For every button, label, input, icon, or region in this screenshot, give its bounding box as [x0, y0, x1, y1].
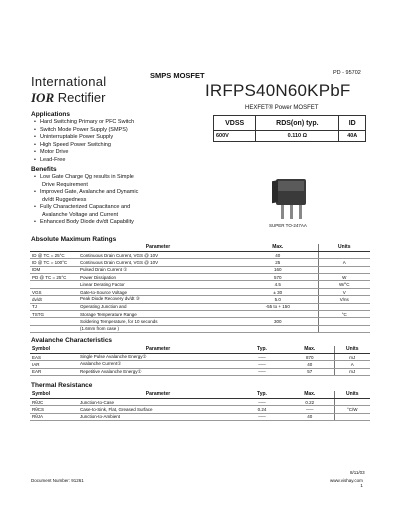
- table-row: [30, 251, 370, 258]
- table-row: [30, 406, 370, 413]
- table-cell: –––: [238, 398, 286, 405]
- footer-site-text: www.vishay.com: [330, 478, 363, 483]
- company-name-line1: International: [31, 74, 107, 89]
- table-cell: [238, 311, 318, 318]
- list-item: • Low Gate Charge Qg results in Simple: [34, 174, 138, 182]
- table-cell: mJ: [334, 368, 370, 375]
- applications-list: [34, 119, 134, 164]
- device-subtitle: HEXFET® Power MOSFET: [245, 105, 319, 111]
- table-row: [30, 266, 370, 273]
- table-header: Symbol: [30, 346, 78, 353]
- table-cell: Operating Junction and: [78, 303, 238, 310]
- table-header: Units: [318, 244, 370, 251]
- table-header: Typ.: [238, 346, 286, 353]
- table-cell: –––: [238, 361, 286, 368]
- table-row: [30, 259, 370, 266]
- key-spec-table: [213, 115, 366, 142]
- table-cell: –––: [238, 353, 286, 360]
- ior-logo-mark: IOR: [31, 90, 55, 105]
- company-name-line2: Rectifier: [57, 90, 106, 105]
- key-header-vdss: VDSS: [214, 116, 256, 131]
- table-header: Units: [334, 346, 370, 353]
- table-cell: [318, 303, 370, 310]
- table-header: Max.: [286, 391, 334, 398]
- table-cell: [318, 266, 370, 273]
- table-header: [30, 244, 78, 251]
- to-274aa-package-icon: [262, 173, 320, 221]
- table-header: Typ.: [238, 391, 286, 398]
- table-cell: (1.6mm from case ): [78, 325, 238, 332]
- table-cell: Repetitive Avalanche Energy①: [78, 368, 238, 375]
- table-cell: V/ns: [318, 296, 370, 303]
- table-cell: Continuous Drain Current, VGS @ 10V: [78, 251, 238, 258]
- table-cell: –––: [238, 413, 286, 420]
- table-row: [30, 353, 370, 360]
- table-cell: [30, 281, 78, 288]
- table-row: [30, 361, 370, 368]
- key-value-rdson: 0.110 Ω: [256, 131, 339, 142]
- table-cell: IAR: [30, 361, 78, 368]
- benefits-list: [34, 174, 138, 227]
- table-cell: TSTG: [30, 311, 78, 318]
- list-item: • Motor Drive: [34, 149, 134, 157]
- table-cell: Continuous Drain Current, VGS @ 10V: [78, 259, 238, 266]
- table-cell: Power Dissipation: [78, 274, 238, 281]
- table-cell: 25: [238, 259, 318, 266]
- table-cell: ID @ TC = 100°C: [30, 259, 78, 266]
- table-header: Max.: [238, 244, 318, 251]
- table-cell: Case-to-Sink, Flat, Greased Surface: [78, 406, 238, 413]
- table-cell: [318, 251, 370, 258]
- table-cell: 4.5: [238, 281, 318, 288]
- thermal-title: Thermal Resistance: [31, 382, 93, 389]
- table-cell: Gate-to-Source Voltage: [78, 288, 238, 295]
- table-row: [30, 311, 370, 318]
- table-cell: 57: [286, 368, 334, 375]
- table-cell: °C: [318, 311, 370, 318]
- table-cell: Junction-to-Ambient: [78, 413, 238, 420]
- table-cell: [334, 398, 370, 405]
- table-row: [30, 325, 370, 332]
- list-item: • Uninterruptable Power Supply: [34, 134, 134, 142]
- table-header: Units: [334, 391, 370, 398]
- table-cell: mJ: [334, 353, 370, 360]
- avalanche-title: Avalanche Characteristics: [31, 337, 113, 344]
- table-cell: 160: [238, 266, 318, 273]
- key-header-id: ID: [339, 116, 366, 131]
- table-cell: A: [318, 259, 370, 266]
- table-cell: Peak Diode Recovery dv/dt ③: [78, 296, 238, 303]
- table-header: Symbol: [30, 391, 78, 398]
- footer-document-number: Document Number: 91261: [31, 478, 84, 483]
- footer-date: 8/11/03: [350, 470, 365, 475]
- table-row: [30, 288, 370, 295]
- table-row: [30, 318, 370, 325]
- table-cell: [30, 318, 78, 325]
- applications-title: Applications: [31, 111, 71, 118]
- table-cell: W/°C: [318, 281, 370, 288]
- table-header: Parameter: [78, 391, 238, 398]
- avalanche-table: [30, 346, 370, 376]
- list-item-continuation: Drive Requirement: [42, 181, 88, 188]
- table-cell: 870: [286, 353, 334, 360]
- table-cell: 570: [238, 274, 318, 281]
- table-cell: RθJA: [30, 413, 78, 420]
- table-cell: EAS: [30, 353, 78, 360]
- table-cell: Junction-to-Case: [78, 398, 238, 405]
- abs-max-table: [30, 244, 370, 333]
- table-row: [30, 368, 370, 375]
- table-cell: [318, 325, 370, 332]
- list-item: • High Speed Power Switching: [34, 142, 134, 150]
- table-cell: [30, 325, 78, 332]
- table-cell: Single Pulse Avalanche Energy②: [78, 353, 238, 360]
- table-cell: 300: [238, 318, 318, 325]
- list-item: • Fully Characterized Capacitance and: [34, 204, 138, 212]
- table-row: [30, 398, 370, 405]
- table-cell: Avalanche Current①: [78, 361, 238, 368]
- table-cell: EAR: [30, 368, 78, 375]
- list-item-continuation: Avalanche Voltage and Current: [42, 211, 119, 218]
- thermal-table: [30, 391, 370, 421]
- table-cell: VGS: [30, 288, 78, 295]
- table-cell: Pulsed Drain Current ①: [78, 266, 238, 273]
- key-value-vdss: 600V: [214, 131, 256, 142]
- table-row: [30, 413, 370, 420]
- table-cell: dv/dt: [30, 296, 78, 303]
- footer-website: [330, 478, 363, 488]
- table-cell: TJ: [30, 303, 78, 310]
- company-logo: [31, 90, 105, 106]
- pd-number: PD - 95702: [333, 70, 361, 76]
- list-item: • Hard Switching Primary or PFC Switch: [34, 119, 134, 127]
- list-item: • Enhanced Body Diode dv/dt Capability: [34, 219, 138, 227]
- table-cell: 0.22: [286, 398, 334, 405]
- table-row: [30, 303, 370, 310]
- table-cell: 0.24: [238, 406, 286, 413]
- table-cell: Storage Temperature Range: [78, 311, 238, 318]
- table-cell: –––: [238, 368, 286, 375]
- table-cell: PD @ TC = 25°C: [30, 274, 78, 281]
- list-item: • Switch Mode Power Supply (SMPS): [34, 127, 134, 135]
- table-cell: 40: [286, 361, 334, 368]
- package-label: SUPER TO-247AA: [269, 223, 307, 228]
- table-cell: [318, 318, 370, 325]
- key-value-id: 40A: [339, 131, 366, 142]
- table-cell: –––: [286, 406, 334, 413]
- table-cell: [334, 413, 370, 420]
- table-cell: V: [318, 288, 370, 295]
- table-row: [30, 274, 370, 281]
- table-cell: ± 30: [238, 288, 318, 295]
- benefits-title: Benefits: [31, 166, 57, 173]
- table-row: [30, 296, 370, 303]
- table-row: [30, 281, 370, 288]
- table-cell: 40: [238, 251, 318, 258]
- table-cell: [238, 325, 318, 332]
- table-cell: 5.0: [238, 296, 318, 303]
- key-header-rdson: RDS(on) typ.: [256, 116, 339, 131]
- abs-max-title: Absolute Maximum Ratings: [31, 236, 117, 243]
- table-cell: W: [318, 274, 370, 281]
- table-cell: A: [334, 361, 370, 368]
- table-cell: -55 to + 150: [238, 303, 318, 310]
- table-header: Max.: [286, 346, 334, 353]
- table-cell: Soldering Temperature, for 10 seconds: [78, 318, 238, 325]
- table-cell: RθJC: [30, 398, 78, 405]
- table-cell: IDM: [30, 266, 78, 273]
- list-item-continuation: dv/dt Ruggedness: [42, 196, 87, 203]
- list-item: • Improved Gate, Avalanche and Dynamic: [34, 189, 138, 197]
- footer-page-number: 1: [360, 483, 363, 488]
- table-cell: 40: [286, 413, 334, 420]
- table-cell: °C/W: [334, 406, 370, 413]
- table-header: Parameter: [78, 346, 238, 353]
- category-label: SMPS MOSFET: [150, 71, 205, 80]
- table-cell: ID @ TC = 25°C: [30, 251, 78, 258]
- table-cell: Linear Derating Factor: [78, 281, 238, 288]
- list-item: • Lead-Free: [34, 157, 134, 165]
- table-cell: RθCS: [30, 406, 78, 413]
- table-header: Parameter: [78, 244, 238, 251]
- part-number: IRFPS40N60KPbF: [205, 81, 351, 100]
